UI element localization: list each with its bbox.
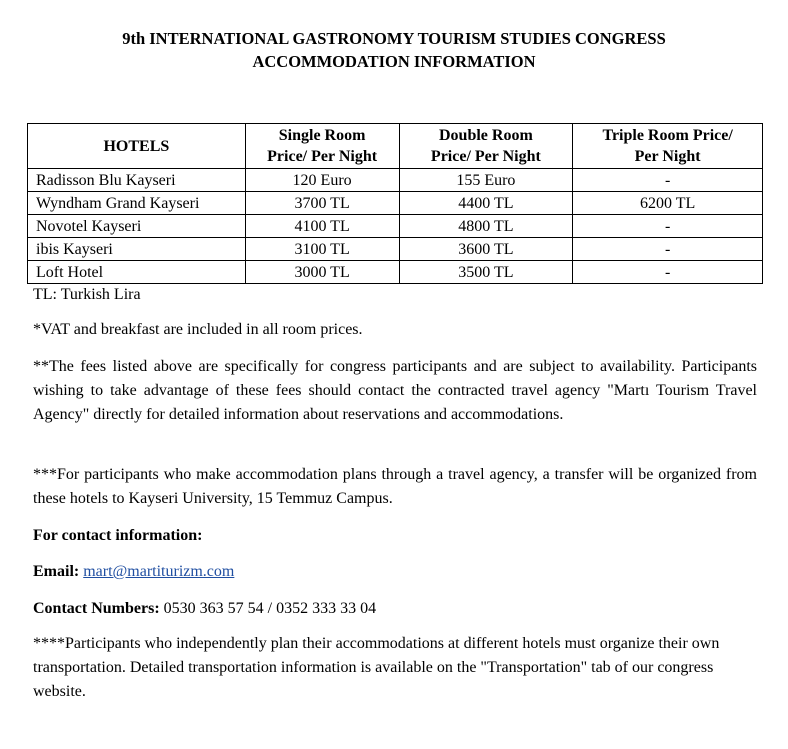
phone-label: Contact Numbers: [33,600,160,617]
hotel-name-cell: ibis Kayseri [28,238,246,261]
hotel-price-table [27,123,763,284]
currency-note: TL: Turkish Lira [33,286,141,303]
double-price-cell: 4800 TL [399,215,573,238]
double-price-cell: 3500 TL [399,261,573,284]
table-row [28,169,763,192]
hotel-name-cell: Novotel Kayseri [28,215,246,238]
table-header-row [28,124,763,169]
hotel-name-cell: Wyndham Grand Kayseri [28,192,246,215]
transfer-note: ***For participants who make accommodation plans through a travel agency, a transfer will be organized from these hotels to Kayseri University, 15 Temmuz Campus. [33,466,757,507]
triple-price-cell: - [573,261,763,284]
hotel-name-cell: Radisson Blu Kayseri [28,169,246,192]
single-price-cell: 3700 TL [245,192,399,215]
single-price-cell: 120 Euro [245,169,399,192]
double-price-cell: 3600 TL [399,238,573,261]
double-price-cell: 4400 TL [399,192,573,215]
table-row [28,261,763,284]
vat-note: *VAT and breakfast are included in all room prices. [33,321,363,338]
table-row [28,215,763,238]
phone-line [33,597,757,621]
single-price-cell: 3100 TL [245,238,399,261]
header-hotels [28,124,246,169]
header-double-line2: Price/ Per Night [430,148,541,165]
header-single-line1: Single Room [278,127,366,144]
table-row [28,192,763,215]
header-triple-room [573,124,763,169]
single-price-cell: 4100 TL [245,215,399,238]
document-subtitle: ACCOMMODATION INFORMATION [252,52,536,71]
header-double-line1: Double Room [438,127,533,144]
single-price-cell: 3000 TL [245,261,399,284]
independent-transport-note: ****Participants who independently plan their accommodations at different hotels must organize their own transportation. Detailed transportation information is available on the "Transportation" tab of our congress website. [33,635,720,700]
email-line [33,560,757,584]
email-link[interactable]: mart@martiturizm.com [83,563,235,580]
triple-price-cell: - [573,238,763,261]
phone-numbers: 0530 363 57 54 / 0352 333 33 04 [163,600,377,617]
header-single-line2: Price/ Per Night [267,148,378,165]
email-label: Email: [33,563,80,580]
header-triple-line1: Triple Room Price/ [602,127,733,144]
hotel-name-cell: Loft Hotel [28,261,246,284]
table-row [28,238,763,261]
document-title: 9th INTERNATIONAL GASTRONOMY TOURISM STUDIES CONGRESS [122,29,666,48]
header-double-room [399,124,573,169]
header-single-room [245,124,399,169]
fees-note: **The fees listed above are specifically for congress participants and are subject to availability. Participants wishing to take advantage of these fees should contact the contracted travel agency "Martı Tourism Travel Agency" directly for detailed information about reservations and accommodations. [33,358,757,423]
header-triple-line2: Per Night [634,148,701,165]
triple-price-cell: - [573,169,763,192]
contact-heading: For contact information: [33,527,203,544]
header-hotels-label: HOTELS [103,137,170,155]
double-price-cell: 155 Euro [399,169,573,192]
triple-price-cell: 6200 TL [573,192,763,215]
triple-price-cell: - [573,215,763,238]
